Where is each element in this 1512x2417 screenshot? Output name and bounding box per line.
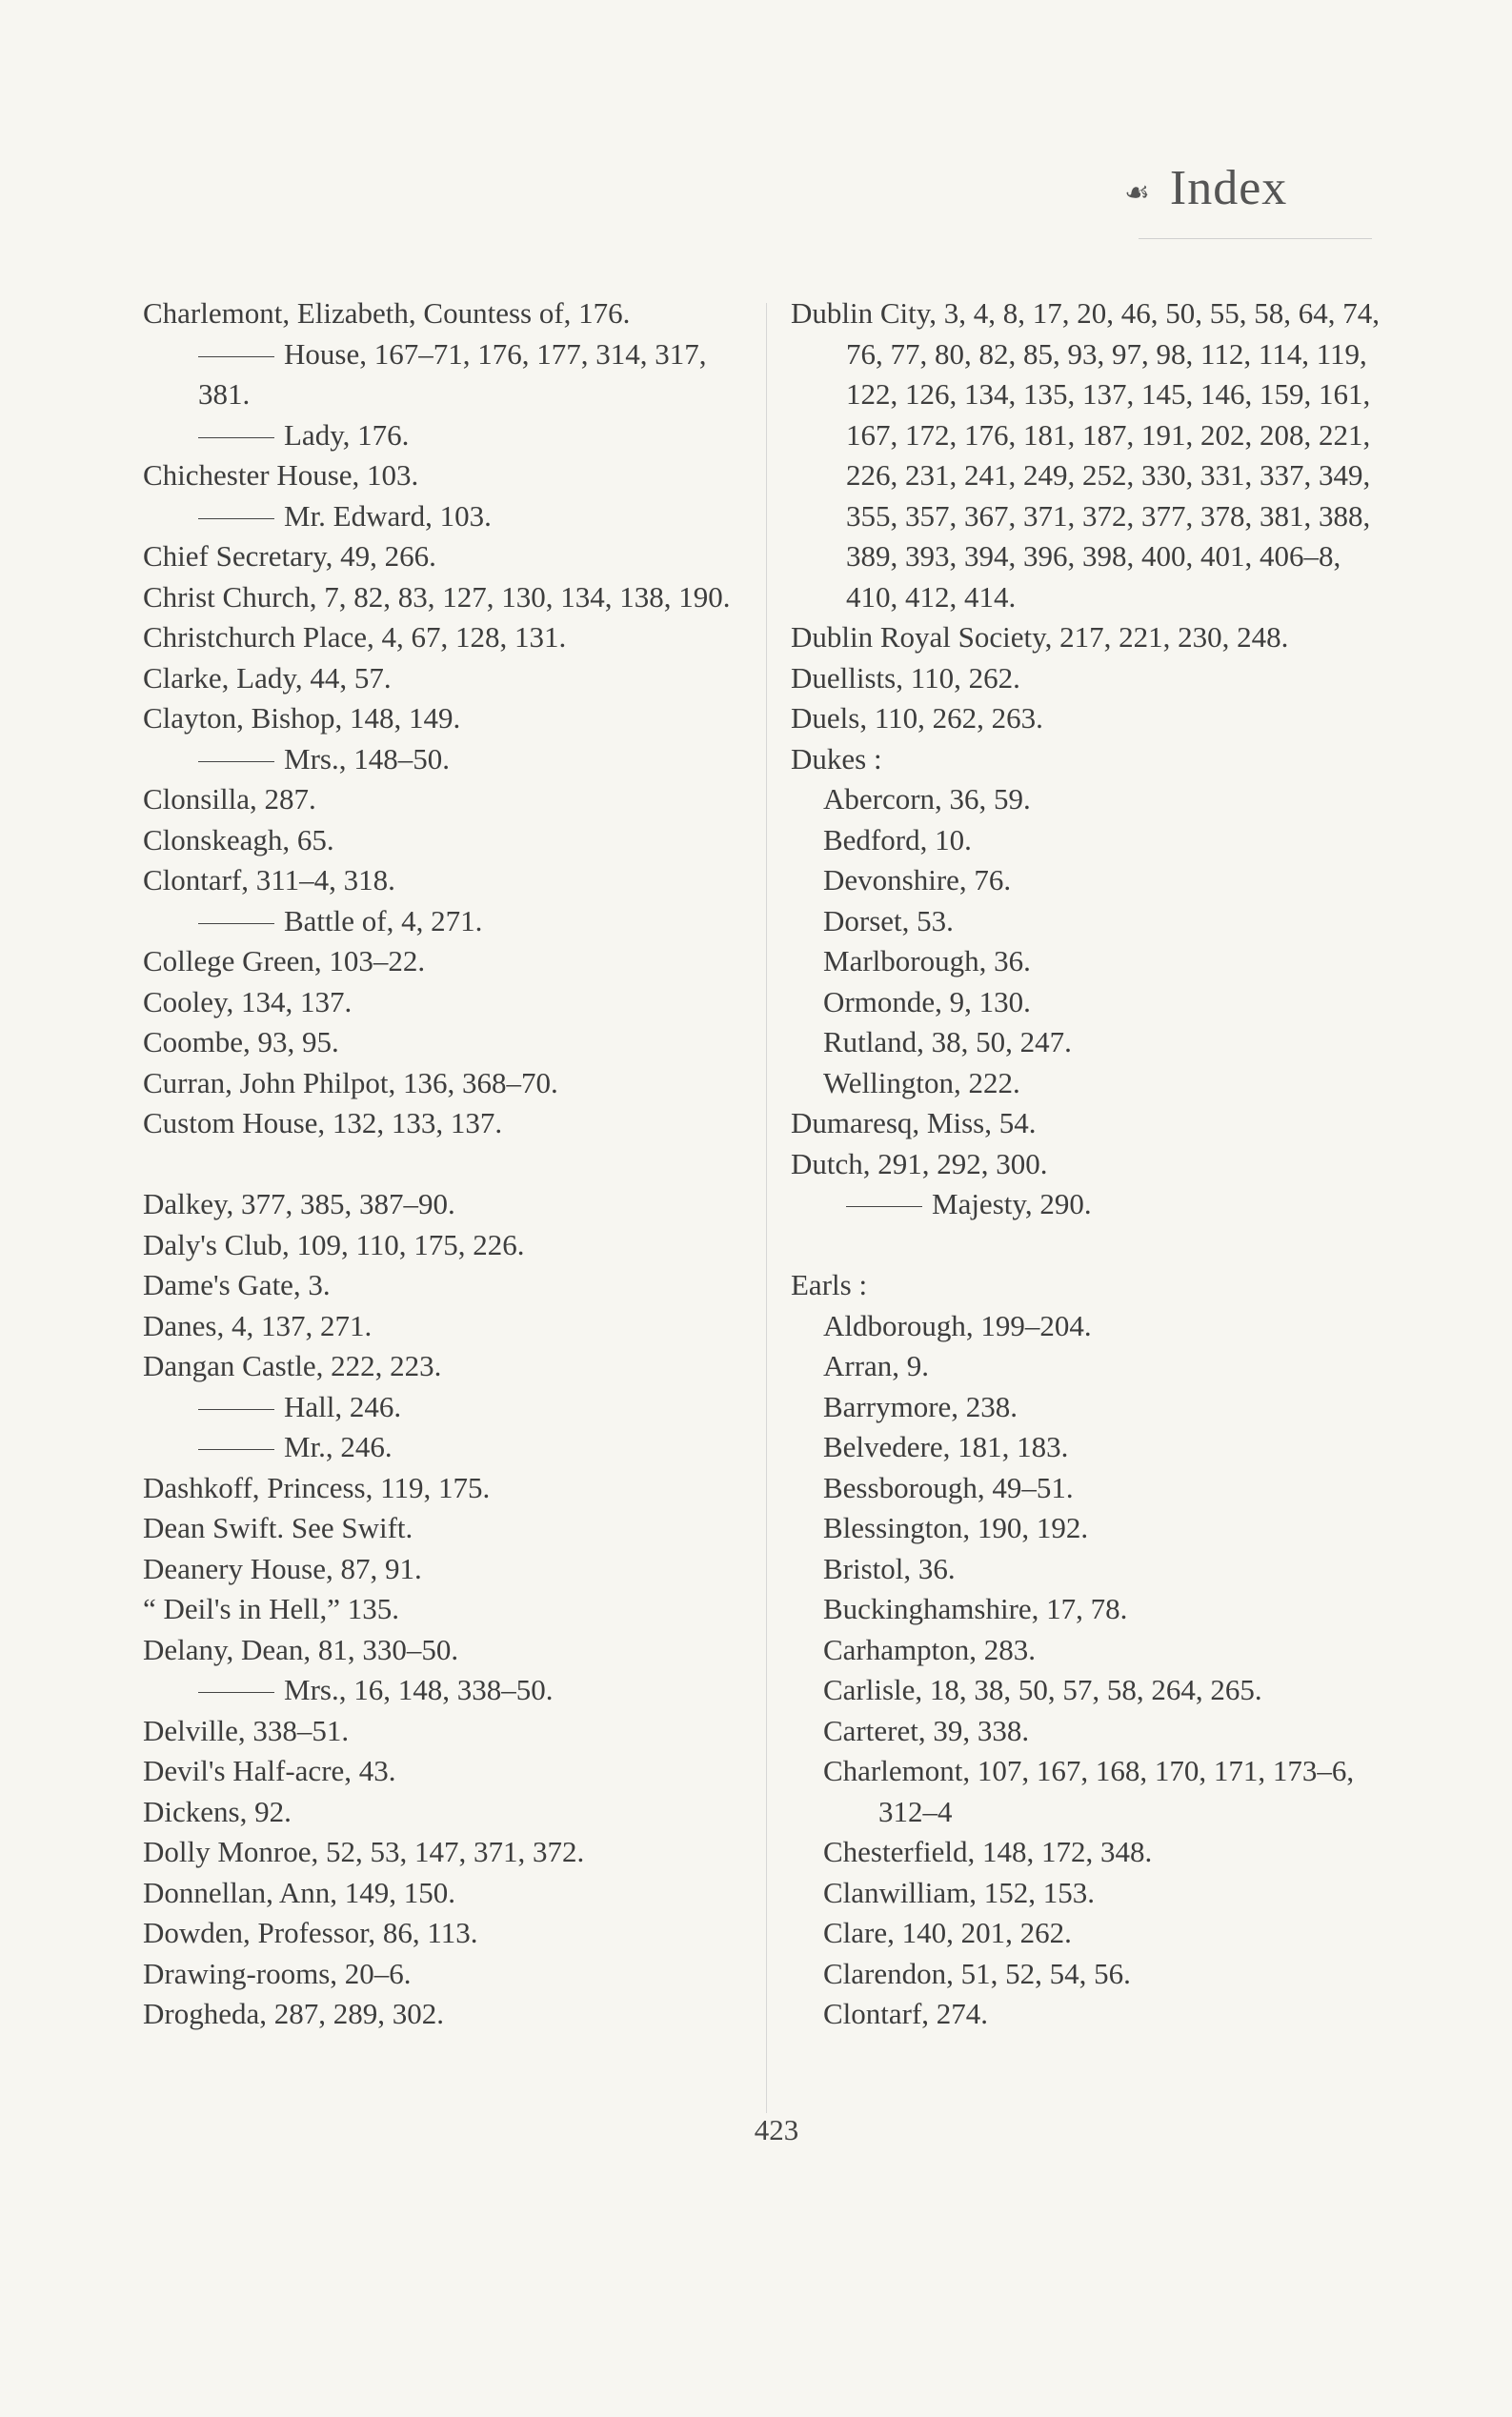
entry-text: Coombe, 93, 95.	[143, 1025, 339, 1058]
entry-text: Dean Swift. See Swift.	[143, 1511, 413, 1544]
ditto-dash	[846, 1206, 922, 1207]
index-entry	[143, 1549, 753, 1590]
entry-text: Clanwilliam, 152, 153.	[823, 1875, 1096, 1909]
entry-text: Chichester House, 103.	[143, 458, 419, 492]
entry-text: Drawing-rooms, 20–6.	[143, 1956, 412, 1990]
entry-text: Delany, Dean, 81, 330–50.	[143, 1632, 459, 1666]
section-gap	[143, 1144, 753, 1185]
index-subentry	[143, 901, 753, 942]
index-entry	[791, 698, 1391, 739]
index-entry	[791, 1063, 1391, 1104]
index-entry	[791, 1022, 1391, 1063]
index-entry	[143, 1751, 753, 1792]
index-entry	[791, 1549, 1391, 1590]
entry-text: “ Deil's in Hell,” 135.	[143, 1592, 400, 1625]
entry-text: Dukes :	[791, 741, 882, 775]
index-entry	[143, 1468, 753, 1509]
index-entry	[143, 779, 753, 820]
ditto-dash	[198, 437, 274, 438]
index-group-heading	[791, 1265, 1391, 1306]
entry-text: Clonsilla, 287.	[143, 782, 316, 816]
index-entry	[143, 1103, 753, 1144]
index-group-heading	[791, 739, 1391, 780]
entry-text: Lady, 176.	[284, 417, 410, 452]
entry-text: Blessington, 190, 192.	[823, 1511, 1089, 1544]
index-entry	[143, 1306, 753, 1347]
index-entry	[143, 1265, 753, 1306]
entry-text: Dublin Royal Society, 217, 221, 230, 248.	[791, 620, 1289, 654]
entry-text: Majesty, 290.	[932, 1187, 1092, 1220]
header-rule	[1139, 238, 1372, 239]
entry-text: Clontarf, 274.	[823, 1997, 989, 2030]
index-entry	[143, 982, 753, 1023]
index-subentry	[143, 496, 753, 537]
entry-text: Dumaresq, Miss, 54.	[791, 1106, 1037, 1139]
ditto-dash	[198, 356, 274, 357]
index-entry	[791, 1670, 1391, 1711]
entry-text: Mrs., 16, 148, 338–50.	[284, 1673, 554, 1706]
index-column-right	[791, 293, 1391, 2035]
entry-text: Bessborough, 49–51.	[823, 1470, 1074, 1504]
index-entry	[143, 1873, 753, 1914]
entry-text: Custom House, 132, 133, 137.	[143, 1106, 503, 1139]
index-subentry	[143, 1387, 753, 1428]
entry-text: Carteret, 39, 338.	[823, 1713, 1030, 1747]
index-entry	[791, 1913, 1391, 1954]
index-entry	[791, 820, 1391, 861]
index-entry	[791, 1427, 1391, 1468]
ditto-dash	[198, 1449, 274, 1450]
index-entry	[143, 860, 753, 901]
entry-text: Daly's Club, 109, 110, 175, 226.	[143, 1227, 525, 1261]
ornament-icon: ☙	[1124, 176, 1151, 209]
entry-text: Earls :	[791, 1268, 868, 1301]
entry-text: Cooley, 134, 137.	[143, 984, 353, 1018]
index-entry	[143, 820, 753, 861]
index-entry	[791, 1508, 1391, 1549]
index-column-left	[143, 293, 753, 2035]
entry-text: Mr. Edward, 103.	[284, 498, 492, 533]
section-gap	[791, 1225, 1391, 1266]
index-entry	[791, 1589, 1391, 1630]
index-entry	[791, 1751, 1391, 1832]
index-entry	[143, 577, 753, 618]
column-divider	[766, 303, 767, 2113]
entry-text: Duels, 110, 262, 263.	[791, 701, 1043, 735]
index-entry	[143, 1832, 753, 1873]
index-subentry	[143, 1670, 753, 1711]
index-entry	[791, 860, 1391, 901]
index-entry	[143, 617, 753, 658]
entry-text: Dickens, 92.	[143, 1794, 292, 1828]
index-entry	[143, 1225, 753, 1266]
entry-text: Christ Church, 7, 82, 83, 127, 130, 134, 138, 190.	[143, 579, 731, 614]
index-entry	[143, 698, 753, 739]
entry-text: Drogheda, 287, 289, 302.	[143, 1997, 444, 2030]
index-entry	[791, 779, 1391, 820]
ditto-dash	[198, 761, 274, 762]
index-entry	[791, 1387, 1391, 1428]
entry-text: Hall, 246.	[284, 1389, 402, 1423]
index-entry	[143, 941, 753, 982]
index-entry	[791, 293, 1391, 617]
index-entry	[791, 1468, 1391, 1509]
index-subentry	[143, 1427, 753, 1468]
index-entry	[791, 1346, 1391, 1387]
index-entry	[143, 1063, 753, 1104]
entry-text: Clayton, Bishop, 148, 149.	[143, 701, 461, 735]
entry-text: Dashkoff, Princess, 119, 175.	[143, 1470, 491, 1504]
index-entry	[143, 1954, 753, 1995]
index-entry	[143, 455, 753, 496]
entry-text: Clarendon, 51, 52, 54, 56.	[823, 1956, 1131, 1990]
page-title: Index	[1169, 161, 1288, 215]
entry-text: Chief Secretary, 49, 266.	[143, 539, 436, 573]
entry-text: Donnellan, Ann, 149, 150.	[143, 1875, 456, 1909]
index-entry	[143, 1508, 753, 1549]
index-entry	[791, 901, 1391, 942]
index-entry	[791, 1711, 1391, 1752]
entry-text: Delville, 338–51.	[143, 1713, 350, 1747]
ditto-dash	[198, 1409, 274, 1410]
entry-text: Devonshire, 76.	[823, 863, 1012, 896]
index-entry	[791, 1144, 1391, 1185]
ditto-dash	[198, 1692, 274, 1693]
entry-text: Rutland, 38, 50, 247.	[823, 1025, 1072, 1058]
index-entry	[143, 658, 753, 699]
index-entry	[791, 1103, 1391, 1144]
running-head	[1124, 160, 1372, 216]
ditto-dash	[198, 518, 274, 519]
index-entry	[791, 1994, 1391, 2035]
index-subentry	[143, 334, 753, 415]
entry-text: House, 167–71, 176, 177, 314, 317, 381.	[198, 336, 707, 411]
index-entry	[791, 658, 1391, 699]
page-number: 423	[754, 2113, 799, 2146]
entry-text: Buckinghamshire, 17, 78.	[823, 1592, 1128, 1625]
entry-text: Mrs., 148–50.	[284, 741, 450, 775]
entry-text: Dutch, 291, 292, 300.	[791, 1146, 1048, 1180]
index-entry	[791, 941, 1391, 982]
ditto-dash	[198, 923, 274, 924]
entry-text: Arran, 9.	[823, 1349, 930, 1382]
entry-text: Abercorn, 36, 59.	[823, 782, 1031, 816]
entry-text: Deanery House, 87, 91.	[143, 1551, 422, 1585]
entry-text: Clontarf, 311–4, 318.	[143, 863, 395, 896]
entry-text: Ormonde, 9, 130.	[823, 984, 1031, 1018]
entry-text: Dolly Monroe, 52, 53, 147, 371, 372.	[143, 1835, 585, 1868]
entry-text: Wellington, 222.	[823, 1065, 1020, 1099]
entry-text: Dangan Castle, 222, 223.	[143, 1349, 442, 1382]
entry-text: Bedford, 10.	[823, 822, 972, 856]
index-entry	[143, 293, 753, 334]
index-entry	[791, 1873, 1391, 1914]
index-entry	[143, 1346, 753, 1387]
entry-text: Barrymore, 238.	[823, 1389, 1018, 1423]
entry-text: Clarke, Lady, 44, 57.	[143, 660, 392, 695]
index-entry	[143, 1630, 753, 1671]
index-entry	[143, 1711, 753, 1752]
index-entry	[791, 617, 1391, 658]
entry-text: Bristol, 36.	[823, 1551, 956, 1585]
entry-text: Clare, 140, 201, 262.	[823, 1916, 1072, 1949]
entry-text: Marlborough, 36.	[823, 944, 1031, 977]
entry-text: Mr., 246.	[284, 1430, 393, 1463]
index-subentry	[143, 739, 753, 780]
entry-text: College Green, 103–22.	[143, 944, 426, 977]
entry-text: Dame's Gate, 3.	[143, 1268, 331, 1301]
index-entry	[143, 1792, 753, 1833]
entry-text: Battle of, 4, 271.	[284, 903, 483, 937]
entry-text: Clonskeagh, 65.	[143, 822, 334, 856]
index-entry	[791, 1630, 1391, 1671]
entry-text: Charlemont, Elizabeth, Countess of, 176.	[143, 296, 631, 330]
index-entry	[143, 1994, 753, 2035]
entry-text: Dowden, Professor, 86, 113.	[143, 1916, 478, 1949]
index-entry	[143, 1184, 753, 1225]
entry-text: Chesterfield, 148, 172, 348.	[823, 1835, 1153, 1868]
index-entry	[143, 1022, 753, 1063]
entry-text: Carhampton, 283.	[823, 1632, 1036, 1666]
entry-text: Carlisle, 18, 38, 50, 57, 58, 264, 265.	[823, 1673, 1262, 1706]
entry-text: Dalkey, 377, 385, 387–90.	[143, 1187, 455, 1220]
index-subentry	[143, 415, 753, 456]
index-entry	[791, 1832, 1391, 1873]
index-entry	[143, 536, 753, 577]
index-entry	[791, 982, 1391, 1023]
entry-text: Dorset, 53.	[823, 903, 954, 937]
entry-text: Aldborough, 199–204.	[823, 1308, 1092, 1342]
index-entry	[791, 1954, 1391, 1995]
index-entry	[143, 1913, 753, 1954]
entry-text: Charlemont, 107, 167, 168, 170, 171, 173–6, 312–4	[823, 1754, 1355, 1828]
entry-text: Christchurch Place, 4, 67, 128, 131.	[143, 620, 567, 654]
index-entry	[791, 1306, 1391, 1347]
index-entry	[143, 1589, 753, 1630]
entry-text: Duellists, 110, 262.	[791, 660, 1020, 695]
entry-text: Danes, 4, 137, 271.	[143, 1308, 373, 1342]
entry-text: Belvedere, 181, 183.	[823, 1430, 1069, 1463]
index-subentry	[791, 1184, 1391, 1225]
entry-text: Dublin City, 3, 4, 8, 17, 20, 46, 50, 55, 58, 64, 74, 76, 77, 80, 82, 85, 93, 97, 98, 112, 114, 119, 122, 126, 134, 135, 137, 145, 146, 159, 161, 167, 172, 176, 181, 187, 191, 202, 208, 221, 226, 231, 241, 249, 252, 330, 331, 337, 349, 355, 357, 367, 371, 372, 377, 378, 381, 388, 389, 393, 394, 396, 398, 400, 401, 406–8, 410, 412, 414.	[791, 296, 1381, 614]
entry-text: Curran, John Philpot, 136, 368–70.	[143, 1065, 558, 1099]
entry-text: Devil's Half-acre, 43.	[143, 1754, 396, 1787]
